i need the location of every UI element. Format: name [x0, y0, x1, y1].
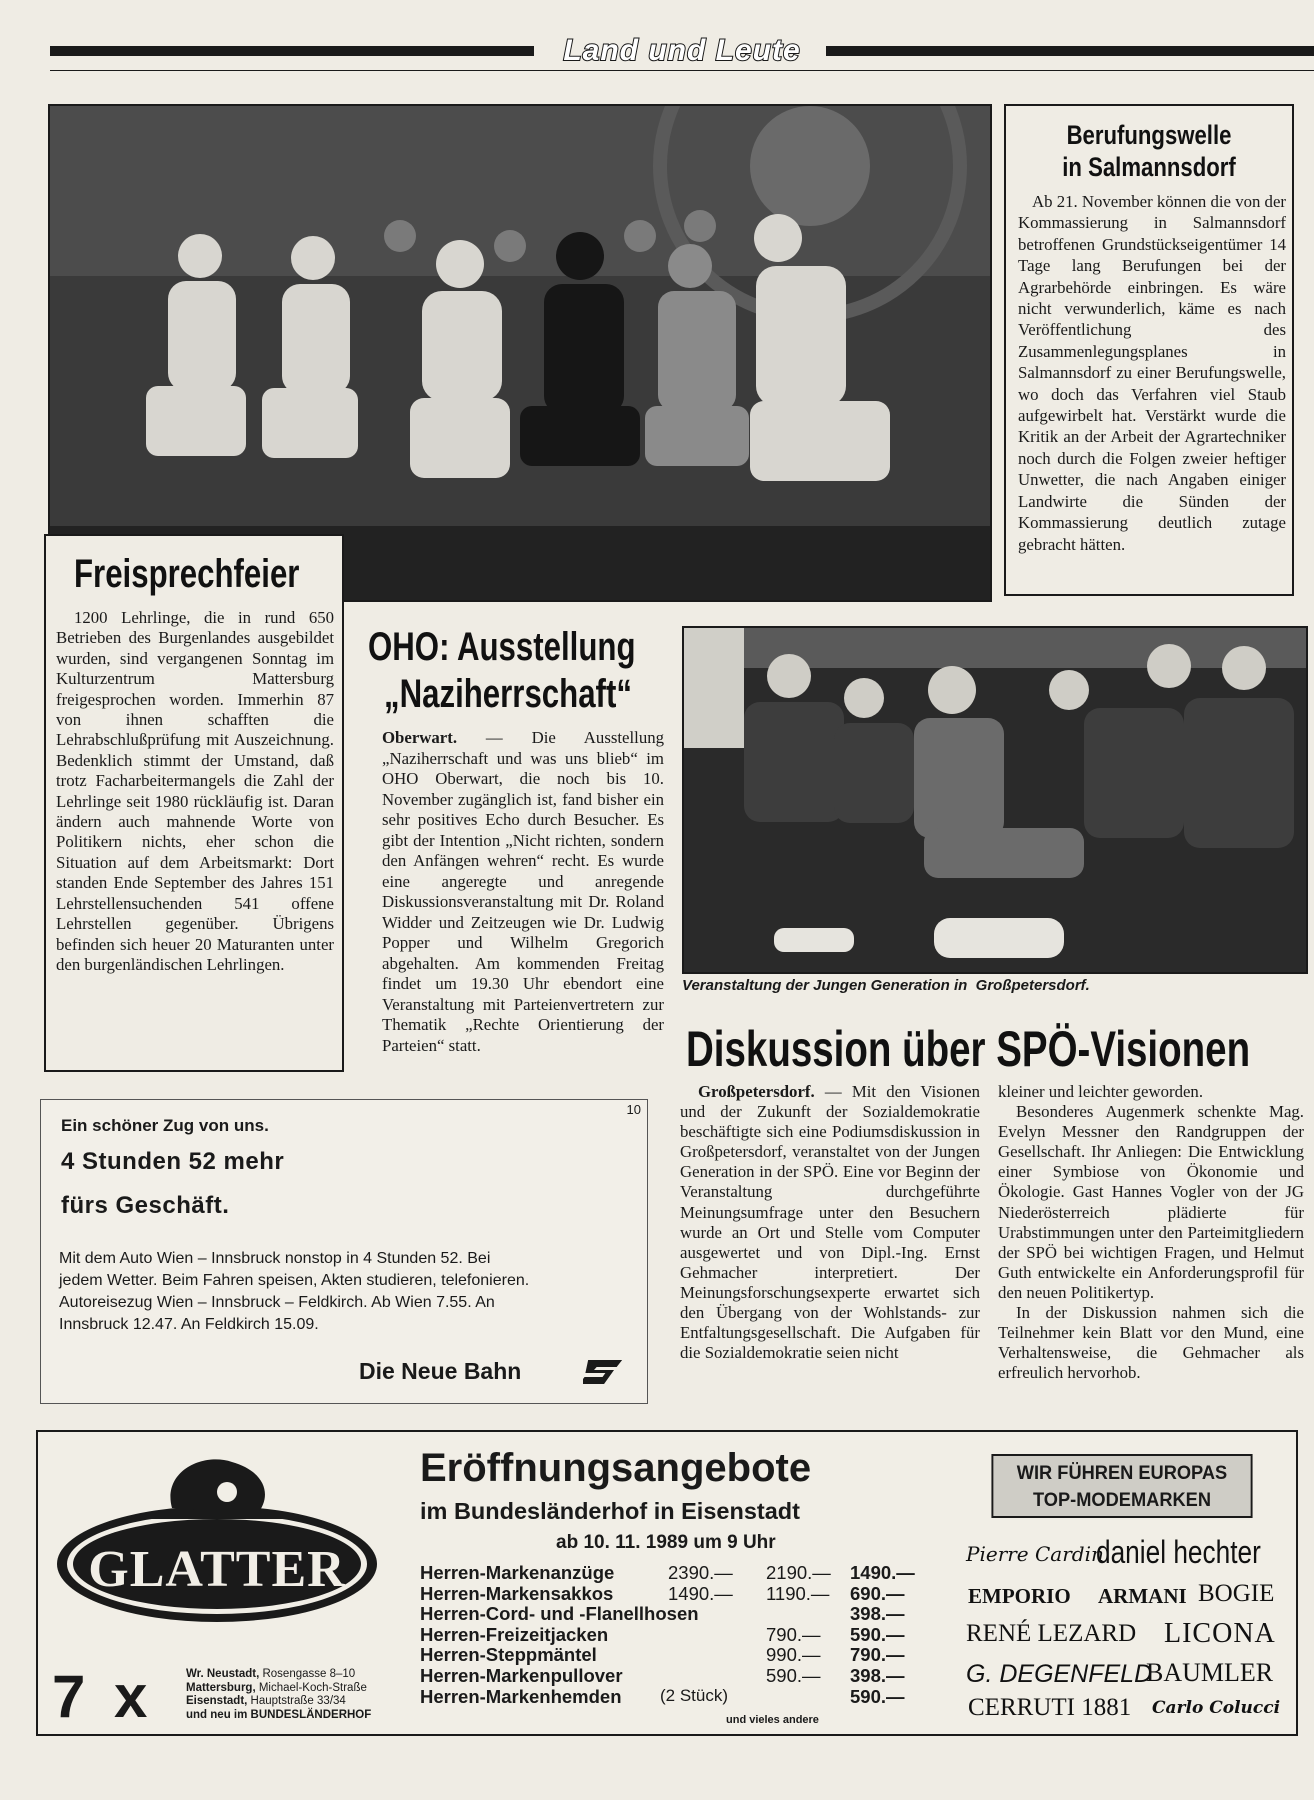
price-final: 398.—: [850, 1665, 905, 1686]
ad-glatter: [36, 1430, 1298, 1736]
brand-hechter: daniel hechter: [1096, 1534, 1261, 1570]
glatter-date: ab 10. 11. 1989 um 9 Uhr: [556, 1532, 776, 1553]
price-reduced: 590.—: [766, 1665, 821, 1686]
brand-colucci: Carlo Colucci: [1152, 1698, 1281, 1718]
price-item-name: Herren-Markenpullover: [420, 1665, 623, 1686]
berufung-title-1: Berufungswelle: [1066, 120, 1232, 150]
berufung-body: [1018, 191, 1286, 555]
glatter-subhead: im Bundesländerhof in Eisenstadt: [420, 1498, 800, 1524]
badge-line-1: WIR FÜHREN EUROPAS: [1016, 1463, 1228, 1484]
glatter-address-3: Eisenstadt, Hauptstraße 33/34: [186, 1695, 346, 1707]
oho-dateline: Oberwart.: [382, 728, 458, 747]
glatter-logo: GLATTER: [88, 1541, 346, 1598]
glatter-count: 7 x: [52, 1663, 154, 1730]
spoe-title: Diskussion über SPÖ-Visionen: [686, 1021, 1251, 1077]
bahn-body-2: jedem Wetter. Beim Fahren speisen, Akten studieren, telefonieren.: [59, 1272, 530, 1289]
ad-neue-bahn: [40, 1099, 648, 1404]
oho-title-2: „Naziherrschaft“: [384, 672, 632, 716]
bahn-headline-1: 4 Stunden 52 mehr: [61, 1148, 285, 1175]
badge-line-2: TOP-MODEMARKEN: [1032, 1490, 1212, 1511]
bahn-body-4: Innsbruck 12.47. An Feldkirch 15.09.: [59, 1316, 319, 1333]
brand-bogie: BOGIE: [1198, 1580, 1275, 1607]
berufung-text: Ab 21. November können die von der Kommassierung in Salmannsdorf betroffenen Grundstückseigentümer 14 Tage lang Berufungen bei der Agrarbehörde einbringen. Es wäre nicht verwunderlich, käme es nach Veröffentlichung des Zusammenlegungsplanes in Salmannsdorf zu einer Berufungswelle, wo doch das Verfahren viel Staub aufgewirbelt hat. Verstärkt wurde die Kritik an der Arbeit der Agrartechniker noch durch die Folgen zweier heftiger Unwetter, die nach Angaben einiger Landwirte die Sünden der Kommassierung deutlich zutage gebracht hätten.: [1018, 192, 1286, 554]
price-final: 590.—: [850, 1623, 905, 1645]
oho-title-1: OHO: Ausstellung: [368, 625, 636, 669]
brand-cardin: Pierre Cardin: [966, 1542, 1104, 1566]
price-reduced: 790.—: [766, 1623, 821, 1645]
bahn-number: 10: [626, 1102, 641, 1117]
spoe-dateline: Großpetersdorf.: [698, 1082, 815, 1101]
brand-baumler: BAUMLER: [1146, 1658, 1274, 1687]
photo-jg-event-image: [684, 628, 1306, 972]
photo-apprentices: [48, 104, 992, 602]
price-final: 690.—: [850, 1582, 905, 1604]
bahn-body-3: Autoreisezug Wien – Innsbruck – Feldkirch. Ab Wien 7.55. An: [59, 1294, 495, 1311]
bahn-body-1: Mit dem Auto Wien – Innsbruck nonstop in 4 Stunden 52. Bei: [59, 1250, 491, 1267]
photo-jg-event: [682, 626, 1308, 974]
price-item-name: Herren-Freizeitjacken: [420, 1623, 609, 1645]
brand-degenfeld: G. DEGENFELD: [966, 1660, 1153, 1688]
photo-apprentices-image: [50, 106, 990, 600]
bahn-headline-2: fürs Geschäft.: [61, 1192, 230, 1219]
price-reduced: 1190.—: [766, 1582, 830, 1604]
photo-caption: Veranstaltung der Jungen Generation in Großpetersdorf.: [682, 977, 1090, 994]
price-item-name: Herren-Cord- und -Flanellhosen: [420, 1603, 699, 1625]
section-title: Land und Leute: [563, 34, 801, 67]
glatter-address-1: Wr. Neustadt, Rosengasse 8–10: [186, 1668, 356, 1680]
oho-body-text: — Die Ausstellung „Naziherrschaft und was uns blieb“ im OHO Oberwart, die noch bis 10. November zugänglich ist, fand bisher ein sehr positives Echo durch Besucher. Es gibt der Intention „Nicht richten, sondern den Anfängen wehren“ recht. Es wurde eine angeregte und anregende Diskussionsveranstaltung mit Dr. Roland Widder und Zeitzeugen wie Dr. Ludwig Popper und Wilhelm Gregorich abgehalten. Am kommenden Freitag findet um 19.30 Uhr ebendort eine Veranstaltung mit Parteienvertretern zur Thematik „Rechte Orientierung der Parteien“ statt.: [382, 728, 664, 1055]
price-item-name: Herren-Markenanzüge: [420, 1562, 615, 1583]
glatter-addresses: [186, 1668, 371, 1722]
header-rule-left: [50, 46, 534, 56]
brands-badge: [991, 1454, 1252, 1518]
price-item-suffix: (2 Stück): [660, 1685, 729, 1705]
glatter-address-2: Mattersburg, Michael-Koch-Straße: [186, 1681, 367, 1694]
price-item-name: Herren-Steppmäntel: [420, 1644, 597, 1666]
spoe-col1-body: — Mit den Visionen und der Zukunft der Sozialdemokratie beschäftigte sich eine Podiumsdiskussion in Großpetersdorf, veranstaltet von der Jungen Generation in der SPÖ. Eine vor Beginn der Veranstaltung durchgeführte Meinungsumfrage unter den Besuchern wurde an Ort und Stelle vom Computer ausgewertet und von Dipl.-Ing. Ernst Gehmacher interpretiert. Der Meinungsforschungsexperte erwartet sich den Übergang von der Wohlstands- zur Entfaltungsgesellschaft. Die Aufgaben für die Sozialdemokratie seien nicht: [680, 1082, 980, 1363]
price-original: 1490.—: [668, 1582, 733, 1604]
bahn-brand: Die Neue Bahn: [359, 1358, 522, 1384]
freisprech-title: Freisprechfeier: [74, 552, 300, 596]
article-freisprechfeier: [44, 534, 344, 1072]
brand-lezard: RENÉ LEZARD: [966, 1620, 1137, 1647]
spoe-col1: [680, 1082, 980, 1363]
header-rule-right: [826, 46, 1314, 56]
price-final: 590.—: [850, 1685, 905, 1707]
price-reduced: 990.—: [766, 1644, 821, 1666]
price-original: 2390.—: [668, 1562, 733, 1583]
price-item-name: Herren-Markenhemden: [420, 1685, 622, 1707]
oho-text: [382, 728, 664, 1056]
glatter-address-4: und neu im BUNDESLÄNDERHOF: [186, 1708, 372, 1721]
price-final: 790.—: [850, 1644, 905, 1666]
price-item-name: Herren-Markensakkos: [420, 1582, 614, 1604]
brand-cerruti: CERRUTI 1881: [968, 1694, 1132, 1721]
price-final: 398.—: [850, 1603, 905, 1625]
article-berufungswelle: [1004, 104, 1294, 596]
berufung-title-2: in Salmannsdorf: [1062, 152, 1236, 182]
price-reduced: 2190.—: [766, 1562, 831, 1583]
spoe-col1-text: [680, 1082, 980, 1363]
spoe-col2-p1: kleiner und leichter geworden.: [998, 1082, 1204, 1101]
spoe-col2-p2: Besonderes Augenmerk schenkte Mag. Evelyn Messner den Randgruppen der Gesellschaft. Ihr Anliegen: Die Entwicklung einer Symbiose von Ökonomie und Ökologie. Gast Hannes Vogler von der JG Niederösterreich plädierte für Urabstimmungen unter den Parteimitgliedern der SPÖ bei wichtigen Fragen, und Helmut Guth entwickelte ein Anforderungsprofil für den neuen Politikertyp.: [998, 1102, 1304, 1302]
brand-emporio: EMPORIO: [968, 1584, 1071, 1608]
freisprech-body: [56, 608, 334, 975]
bahn-logo-icon: [583, 1356, 625, 1388]
freisprech-text: 1200 Lehrlinge, die in rund 650 Betrieben des Burgenlandes ausgebildet wurden, sind vergangenen Sonntag im Kulturzentrum Mattersburg freigesprochen worden. Immerhin 87 von ihnen schafften die Lehrabschlußprüfung mit Auszeichnung. Bedenklich stimmt der Umstand, daß trotz Facharbeitermangels die Zahl der Lehrlinge seit 1980 rückläufig ist. Daran ändern auch mahnende Worte von Politikern nichts, eher schon die Situation auf dem Arbeitsmarkt: Dort standen Ende September des Jahres 151 Lehrstellensuchenden 541 offene Lehrstellen gegenüber. Übrigens befinden sich heuer 20 Maturanten unter den burgenländischen Lehrlingen.: [56, 608, 334, 974]
glatter-footnote: und vieles andere: [726, 1714, 819, 1726]
glatter-headline: Eröffnungsangebote: [420, 1446, 812, 1490]
price-final: 1490.—: [850, 1562, 915, 1583]
bahn-tagline: Ein schöner Zug von uns.: [61, 1116, 269, 1135]
brand-licona: LICONA: [1164, 1618, 1276, 1649]
brand-armani: ARMANI: [1098, 1584, 1187, 1608]
spoe-col2: [998, 1082, 1304, 1383]
oho-body: [382, 728, 664, 1056]
spoe-col2-p3: In der Diskussion nahmen sich die Teilnehmer kein Blatt vor den Mund, eine Verhaltensweise, die Gehmacher als erfreulich hervorhob.: [998, 1303, 1304, 1383]
